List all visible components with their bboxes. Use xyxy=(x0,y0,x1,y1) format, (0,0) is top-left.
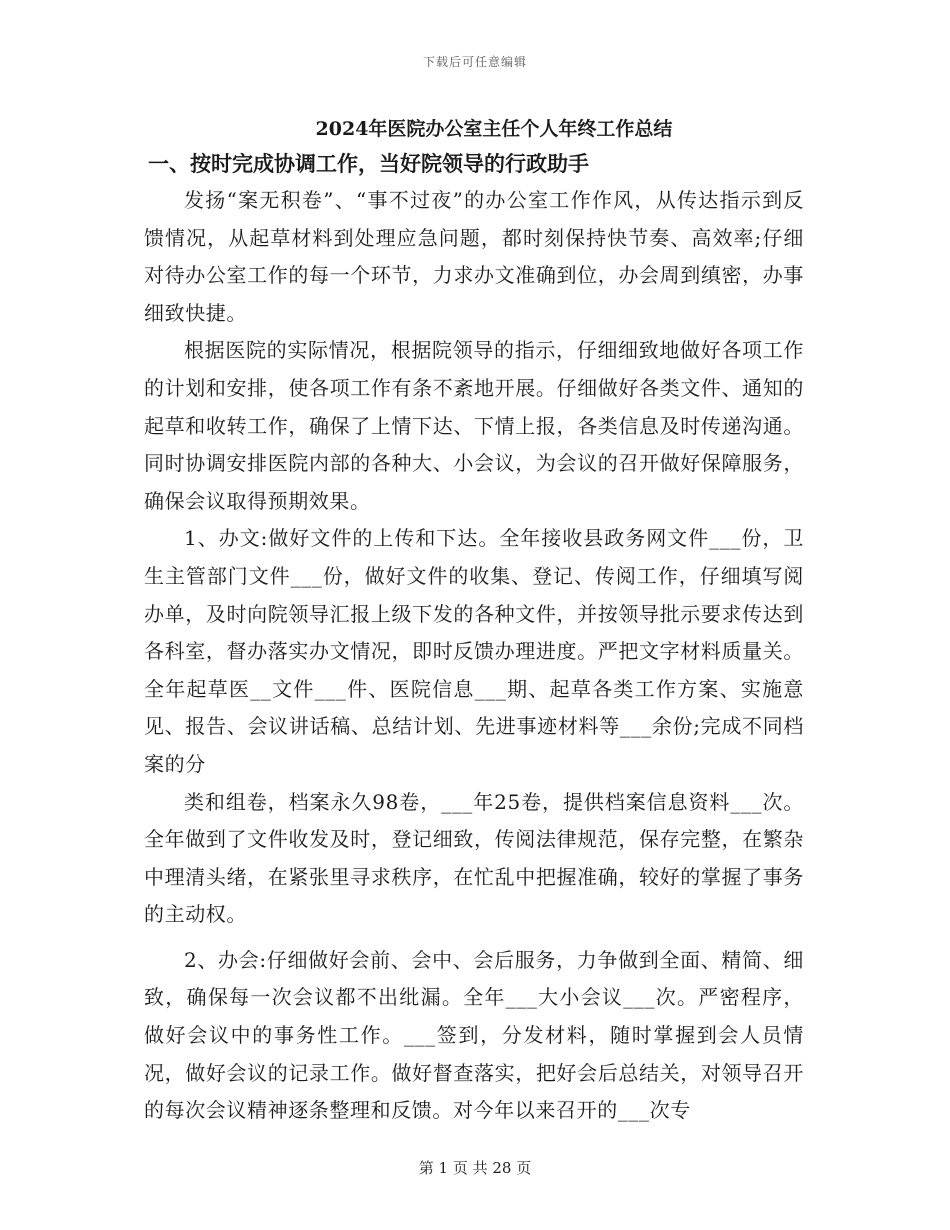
document-body xyxy=(144,112,804,1130)
document-title: 2024年医院办公室主任个人年终工作总结 xyxy=(315,118,673,140)
page-number: 第 1 页 共 28 页 xyxy=(418,1159,532,1177)
paragraph-meetings: 2、办会:仔细做好会前、会中、会后服务，力争做到全面、精简、细致，确保每一次会议都不出纰漏。全年___大小会议___次。严密程序，做好会议中的事务性工作。___签到，分发材料，随时掌握到会人员情况，做好会议的记录工作。做好督查落实，把好会后总结关，对领导召开的每次会议精神逐条整理和反馈。对今年以来召开的___次专 xyxy=(144,947,804,1123)
paragraph-document-handling: 1、办文:做好文件的上传和下达。全年接收县政务网文件___份，卫生主管部门文件___份，做好文件的收集、登记、传阅工作，仔细填写阅办单，及时向院领导汇报上级下发的各种文件，并按领导批示要求传达到各科室，督办落实办文情况，即时反馈办理进度。严把文字材料质量关。全年起草医__文件___件、医院信息___期、起草各类工作方案、实施意见、报告、会议讲话稿、总结计划、先进事迹材料等___余份;完成不同档案的分 xyxy=(144,526,804,776)
paragraph-work-style: 发扬“案无积卷”、“事不过夜”的办公室工作作风，从传达指示到反馈情况，从起草材料到处理应急问题，都时刻保持快节奏、高效率;仔细对待办公室工作的每一个环节，力求办文准确到位，办会周到缜密，办事细致快捷。 xyxy=(144,188,804,325)
paragraph-coordination: 根据医院的实际情况，根据院领导的指示，仔细细致地做好各项工作的计划和安排，使各项工作有条不紊地开展。仔细做好各类文件、通知的起草和收转工作，确保了上情下达、下情上报，各类信息及时传递沟通。同时协调安排医院内部的各种大、小会议，为会议的召开做好保障服务，确保会议取得预期效果。 xyxy=(144,338,804,513)
paragraph-archives: 类和组卷，档案永久98卷，___年25卷，提供档案信息资料___次。全年做到了文件收发及时，登记细致，传阅法律规范，保存完整，在繁杂中理清头绪，在紧张里寻求秩序，在忙乱中把握准确，较好的掌握了事务的主动权。 xyxy=(144,789,804,927)
section-heading: 一、按时完成协调工作，当好院领导的行政助手 xyxy=(148,151,589,176)
header-note: 下载后可任意编辑 xyxy=(422,55,527,69)
